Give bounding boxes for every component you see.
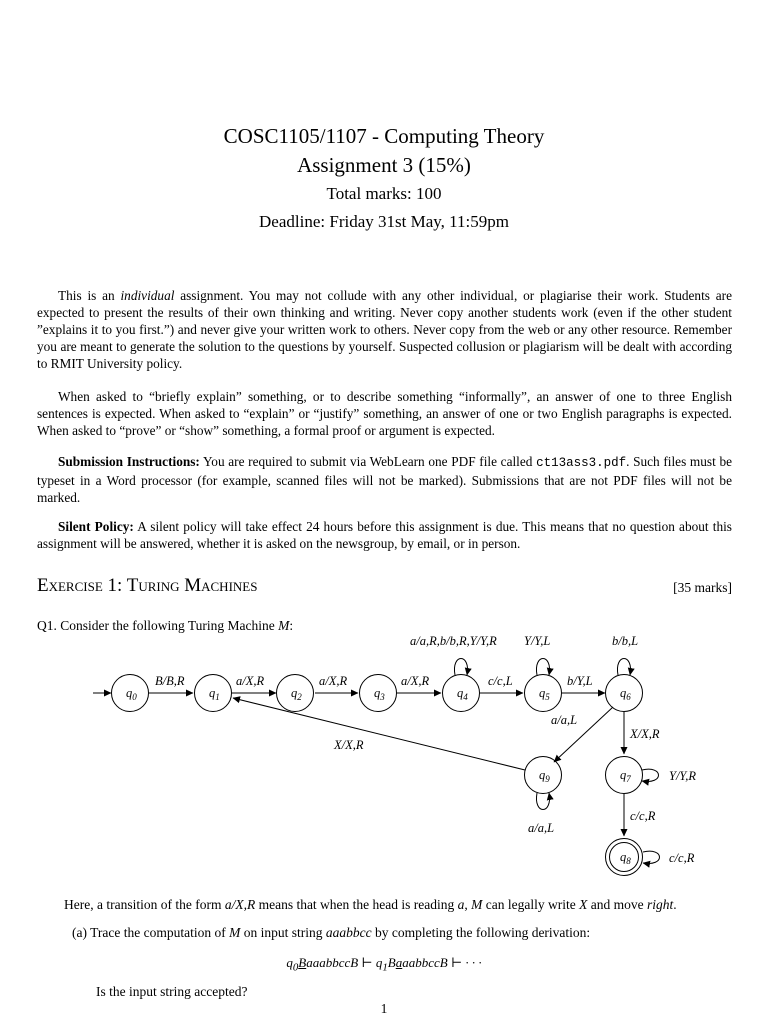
exercise-marks: [35 marks] bbox=[673, 580, 732, 595]
submission-instructions: Submission Instructions: You are required to submit via WebLearn one PDF file called ct13ass3.pdf. Such files must be typeset in a Word processor (for example, scanned files will not be marked). Submissions that are not PDF files will not be marked. bbox=[37, 454, 732, 505]
page-number: 1 bbox=[380, 1001, 388, 1016]
loop-q9 bbox=[536, 793, 549, 810]
state-q7-label: $q_7$ bbox=[620, 768, 631, 784]
submission-filename: ct13ass3.pdf bbox=[536, 456, 627, 470]
label-q4-q5: c/c,L bbox=[488, 674, 513, 688]
assignment-title: Assignment 3 (15%) bbox=[297, 153, 471, 177]
total-marks: Total marks: 100 bbox=[326, 184, 442, 203]
label-q7-loop: Y/Y,R bbox=[669, 769, 696, 783]
edge-q9-q1 bbox=[233, 698, 525, 770]
label-q6-q9: a/a,L bbox=[551, 713, 578, 727]
intro-paragraph-answers: When asked to “briefly explain” something, or to describe something “informally”, an answer of one to three English sentences is expected. When asked to “explain” or “justify” something, an answer of one or two English paragraphs is expected. When asked to “prove” or “show” something, a formal proof or argument is expected. bbox=[37, 389, 732, 438]
state-q1-label: $q_1$ bbox=[209, 686, 220, 702]
loop-q4 bbox=[454, 659, 467, 676]
acceptance-question: Is the input string accepted? bbox=[96, 984, 248, 999]
label-q1-q2: a/X,R bbox=[236, 674, 265, 688]
state-q8-label: $q_8$ bbox=[620, 850, 631, 866]
state-q9-label: $q_9$ bbox=[539, 768, 550, 784]
part-a: (a) Trace the computation of M on input string aaabbcc by completing the following derivation: bbox=[72, 925, 591, 940]
exercise-heading: Exercise 1: Turing Machines bbox=[37, 575, 258, 596]
label-q4-loop: a/a,R,b/b,R,Y/Y,R bbox=[410, 634, 497, 648]
label-q3-q4: a/X,R bbox=[401, 674, 430, 688]
label-q0-q1: B/B,R bbox=[155, 674, 185, 688]
state-q4-label: $q_4$ bbox=[457, 686, 468, 702]
state-q5-label: $q_5$ bbox=[539, 686, 550, 702]
label-q2-q3: a/X,R bbox=[319, 674, 348, 688]
label-q7-q8: c/c,R bbox=[630, 809, 656, 823]
label-q5-q6: b/Y,L bbox=[567, 674, 593, 688]
question-1: Q1. Consider the following Turing Machine M: bbox=[37, 618, 294, 633]
loop-q7 bbox=[642, 769, 659, 781]
transition-explanation: Here, a transition of the form a/X,R means that when the head is reading a, M can legally write X and move right. bbox=[64, 897, 677, 912]
derivation: $q_0BaaabbccB$ ⊢ $q_1BaaabbccB$ ⊢ · · · bbox=[286, 955, 482, 974]
state-q0-label: $q_0$ bbox=[126, 686, 137, 702]
loop-q5 bbox=[536, 659, 549, 676]
label-q9-q1: X/X,R bbox=[334, 738, 364, 752]
course-title: COSC1105/1107 - Computing Theory bbox=[223, 124, 545, 148]
label-q6-q7: X/X,R bbox=[630, 727, 660, 741]
intro-paragraph-integrity: This is an individual assignment. You may not collude with any other individual, or plagiarise their work. Students are expected to present the results of their own thinking and writing. Never copy another students work (even if the other student ”explains it to you first.”) and never give your written work to others. Never copy from the web or any other resource. Remember you are meant to generate the solution to the questions by yourself. Suspected collusion or plagiarism will be dealt with according to RMIT University policy. bbox=[37, 288, 732, 371]
label-q6-loop: b/b,L bbox=[612, 634, 639, 648]
label-q9-loop: a/a,L bbox=[528, 821, 555, 835]
state-q6-label: $q_6$ bbox=[620, 686, 631, 702]
loop-q8 bbox=[643, 851, 660, 863]
label-q5-loop: Y/Y,L bbox=[524, 634, 551, 648]
silent-policy: Silent Policy: A silent policy will take effect 24 hours before this assignment is due. This means that no question about this assignment will be answered, whether it is asked on the newsgroup, by email, or in person. bbox=[37, 519, 732, 551]
state-q3-label: $q_3$ bbox=[374, 686, 385, 702]
state-q2-label: $q_2$ bbox=[291, 686, 302, 702]
loop-q6 bbox=[617, 659, 630, 676]
deadline: Deadline: Friday 31st May, 11:59pm bbox=[259, 212, 509, 231]
turing-machine-diagram bbox=[0, 620, 768, 890]
label-q8-loop: c/c,R bbox=[669, 851, 695, 865]
